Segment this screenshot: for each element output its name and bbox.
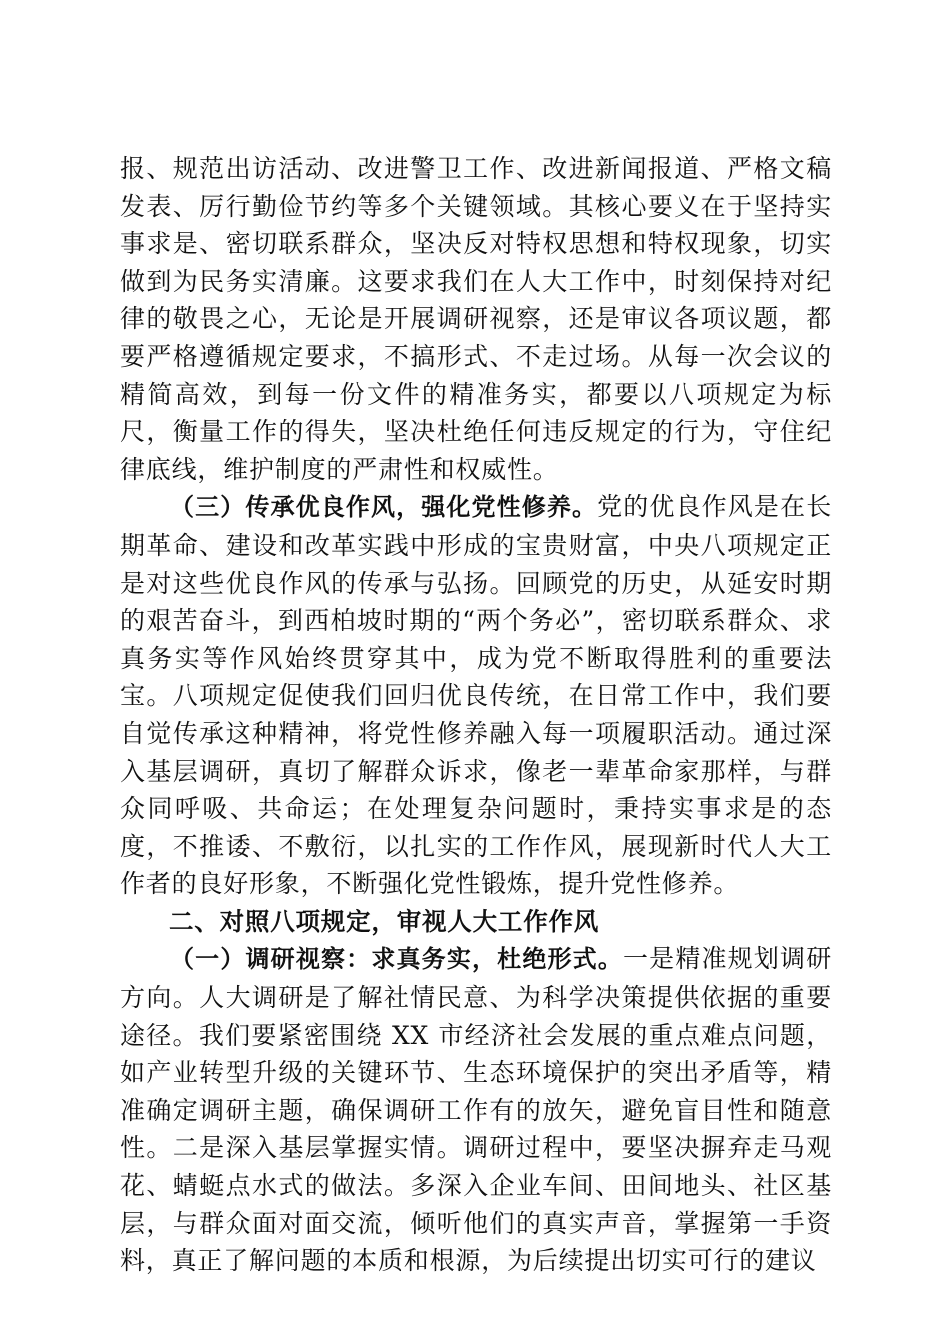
document-body [120,150,832,1280]
paragraph-lead-heading: （一）调研视察：求真务实，杜绝形式。 [170,945,624,974]
paragraph-lead-heading: （三）传承优良作风，强化党性修养。 [170,493,598,522]
paragraph-section-3 [120,488,832,903]
paragraph-subsection-1 [120,940,832,1279]
paragraph-text: 一是精准规划调研方向。人大调研是了解社情民意、为科学决策提供依据的重要途径。我们要紧密围绕 XX 市经济社会发展的重点难点问题，如产业转型升级的关键环节、生态环境保护的突出矛盾等，精准确定调研主题，确保调研工作有的放矢，避免盲目性和随意性。二是深入基层掌握实情。调研过程中，要坚决摒弃走马观花、蜻蜓点水式的做法。多深入企业车间、田间地头、社区基层，与群众面对面交流，倾听他们的真实声音，掌握第一手资料，真正了解问题的本质和根源，为后续提出切实可行的建议 [120,944,832,1276]
section-heading: 二、对照八项规定，审视人大工作作风 [169,906,600,936]
paragraph-text: 报、规范出访活动、改进警卫工作、改进新闻报道、严格文稿发表、厉行勤俭节约等多个关键领域。其核心要义在于坚持实事求是、密切联系群众，坚决反对特权思想和特权现象，切实做到为民务实清廉。这要求我们在人大工作中，时刻保持对纪律的敬畏之心，无论是开展调研视察，还是审议各项议题，都要严格遵循规定要求，不搞形式、不走过场。从每一次会议的精简高效，到每一份文件的精准务实，都要以八项规定为标尺，衡量工作的得失，坚决杜绝任何违反规定的行为，守住纪律底线，维护制度的严肃性和权威性。 [120,154,832,484]
paragraph-continuation [120,150,832,488]
paragraph-text: 党的优良作风是在长期革命、建设和改革实践中形成的宝贵财富，中央八项规定正是对这些优良作风的传承与弘扬。回顾党的历史，从延安时期的艰苦奋斗，到西柏坡时期的“两个务必”，密切联系群众、求真务实等作风始终贯穿其中，成为党不断取得胜利的重要法宝。八项规定促使我们回归优良传统，在日常工作中，我们要自觉传承这种精神，将党性修养融入每一项履职活动。通过深入基层调研，真切了解群众诉求，像老一辈革命家那样，与群众同呼吸、共命运；在处理复杂问题时，秉持实事求是的态度，不推诿、不敷衍，以扎实的工作作风，展现新时代人大工作者的良好形象，不断强化党性锻炼，提升党性修养。 [120,492,832,899]
